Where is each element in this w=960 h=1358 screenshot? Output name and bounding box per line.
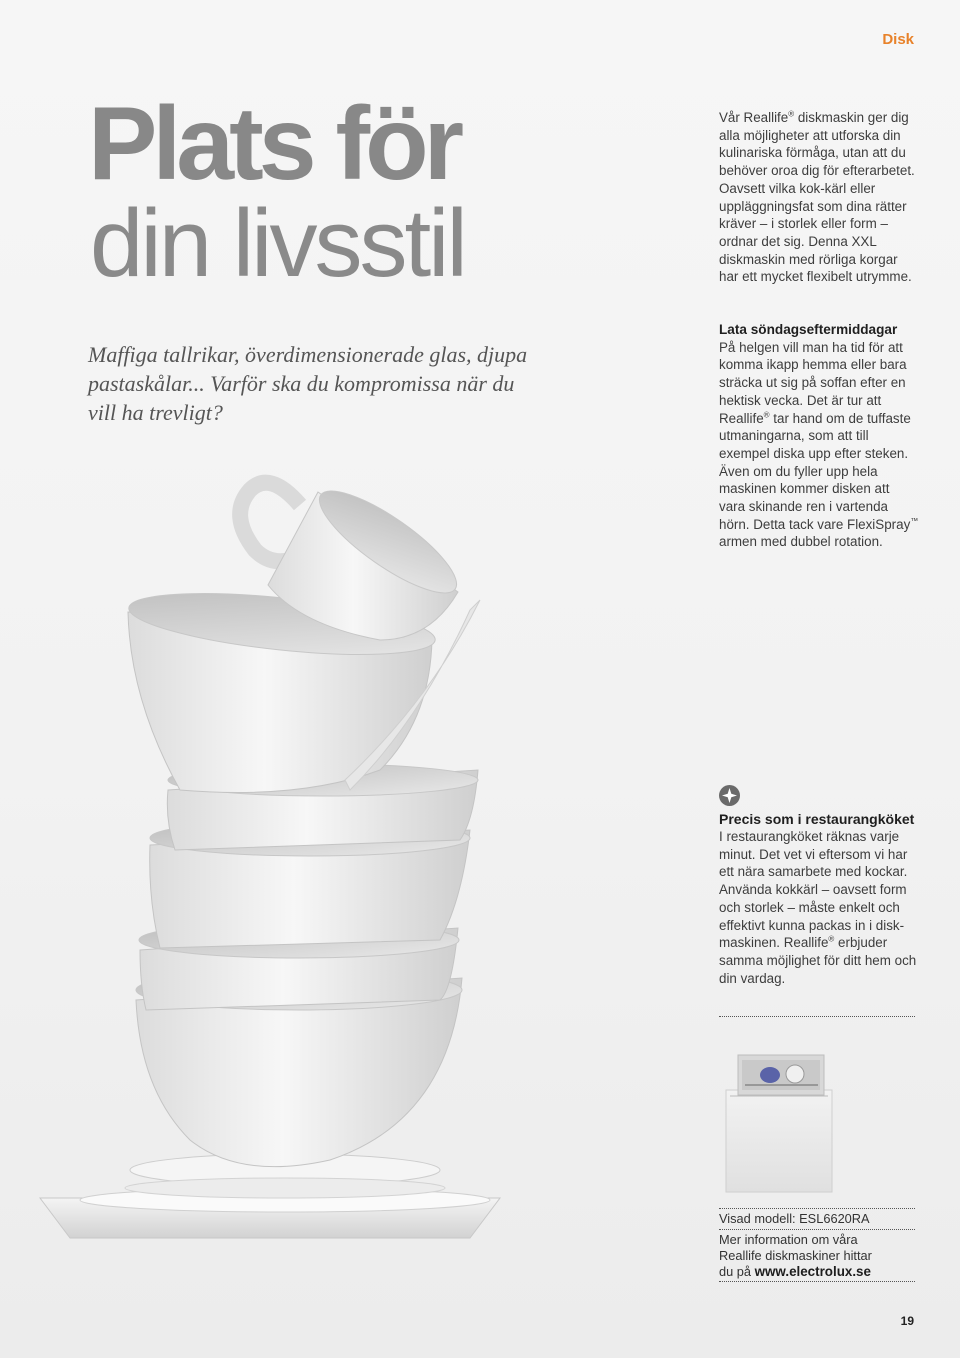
divider [719, 1016, 915, 1017]
tip-section [719, 810, 919, 987]
divider [719, 1281, 915, 1282]
headline-line-1: Plats för [88, 86, 460, 202]
section-label: Disk [882, 31, 914, 48]
lead-paragraph: Maffiga tallrikar, överdimensionerade glas, djupa pastaskålar... Varför ska du kompromissa när du vill ha trevligt? [88, 342, 528, 425]
sunday-section [719, 321, 919, 551]
tip-heading: Precis som i restaurangköket [719, 811, 915, 827]
model-caption: Visad modell: ESL6620RA [719, 1211, 870, 1226]
sparkle-icon [719, 785, 740, 806]
tip-body: I restaurangköket räknas varje minut. Det vet vi eftersom vi har ett nära samarbete med kockar. Använda kokkärl – oavsett form och storlek – måste enkelt och effektivt kunna packas in i disk-maskinen. Reallife® erbjuder samma möjlighet för ditt hem och din vardag. [719, 829, 917, 986]
headline-line-2: din livsstil [90, 190, 465, 297]
page-number: 19 [900, 1314, 914, 1328]
bowl-stack [126, 582, 480, 1167]
dishwasher-image [726, 1055, 832, 1192]
intro-paragraph: Vår Reallife® diskmaskin ger dig alla möjligheter att utforska din kulinariska förmåga, utan att du behöver oroa dig för efterarbetet. Oavsett vilka kok-kärl eller uppläggningsfat som dina rätter kräver – i storlek eller form – ordnar det sig. Denna XXL diskmaskin med rörliga korgar har ett mycket flexibelt utrymme. [719, 109, 915, 285]
sunday-body: På helgen vill man ha tid för att komma ikapp hemma eller bara sträcka ut sig på soffan efter en hektisk vecka. Det är tur att Reallife® tar hand om de tuffaste utmaningarna, som att till exempel diska upp efter steken. Även om du fyller upp hela maskinen kommer disken att vara skinande ren i vartenda hörn. Detta tack vare FlexiSpray™ armen med dubbel rotation. [719, 339, 919, 550]
sunday-heading: Lata söndagseftermiddagar [719, 322, 898, 337]
divider [719, 1208, 915, 1209]
more-info: Mer information om våra Reallife diskmaskiner hittar du på www.electrolux.se [719, 1232, 872, 1279]
website-link[interactable]: www.electrolux.se [754, 1264, 871, 1279]
divider [719, 1229, 915, 1230]
